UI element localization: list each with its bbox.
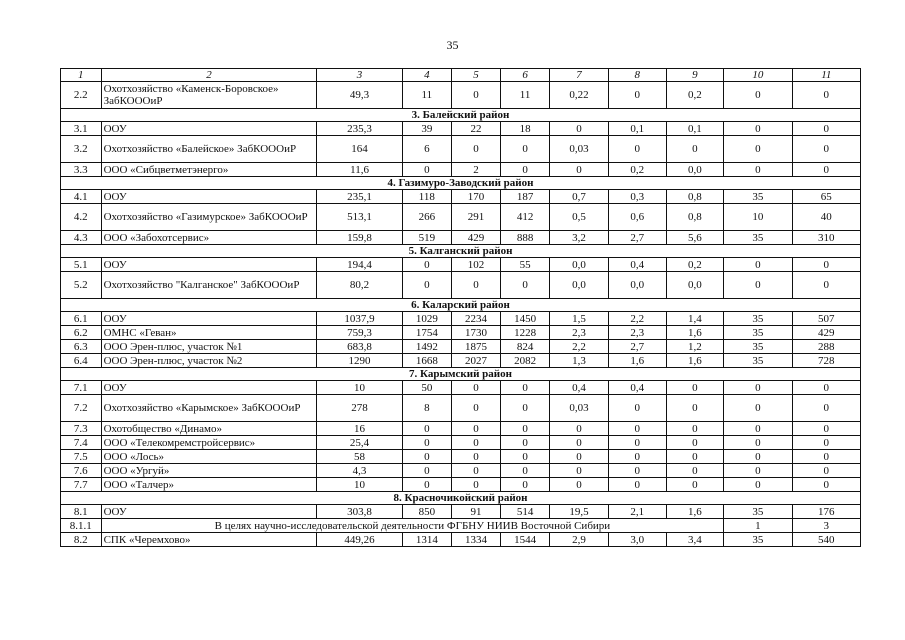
organization-name: ООУ [101, 122, 317, 136]
table-cell: 2,2 [550, 340, 609, 354]
table-cell: 1730 [451, 326, 500, 340]
table-cell: 0 [402, 450, 451, 464]
note-row [61, 519, 861, 533]
row-number: 6.2 [61, 326, 102, 340]
table-cell: 2,7 [608, 231, 666, 245]
column-number-header: 6 [501, 69, 550, 82]
organization-name: ООО «Телекомремстройсервис» [101, 436, 317, 450]
table-cell: 278 [317, 395, 402, 422]
table-cell: 0 [501, 478, 550, 492]
table-cell: 0 [724, 82, 792, 109]
table-cell: 80,2 [317, 272, 402, 299]
table-cell: 683,8 [317, 340, 402, 354]
table-cell: 0 [550, 163, 609, 177]
table-cell: 25,4 [317, 436, 402, 450]
organization-name: ООУ [101, 381, 317, 395]
table-cell: 35 [724, 326, 792, 340]
table-cell: 519 [402, 231, 451, 245]
table-cell: 0 [451, 82, 500, 109]
note-text: В целях научно-исследовательской деятельности ФГБНУ НИИВ Восточной Сибири [101, 519, 724, 533]
table-cell: 65 [792, 190, 860, 204]
table-cell: 0 [792, 422, 860, 436]
row-number: 7.6 [61, 464, 102, 478]
table-cell: 164 [317, 136, 402, 163]
table-cell: 0,22 [550, 82, 609, 109]
table-row [61, 258, 861, 272]
table-cell: 50 [402, 381, 451, 395]
table-cell: 513,1 [317, 204, 402, 231]
organization-name: ООО «Талчер» [101, 478, 317, 492]
table-cell: 11 [402, 82, 451, 109]
table-cell: 0 [666, 464, 724, 478]
column-number-header: 10 [724, 69, 792, 82]
table-row [61, 354, 861, 368]
table-cell: 0 [724, 395, 792, 422]
table-cell: 3 [792, 519, 860, 533]
table-cell: 235,3 [317, 122, 402, 136]
table-row [61, 326, 861, 340]
table-cell: 291 [451, 204, 500, 231]
table-cell: 0 [792, 82, 860, 109]
table-cell: 0 [724, 163, 792, 177]
table-row [61, 190, 861, 204]
table-cell: 507 [792, 312, 860, 326]
row-number: 6.4 [61, 354, 102, 368]
organization-name: ООУ [101, 190, 317, 204]
row-number: 4.1 [61, 190, 102, 204]
table-cell: 10 [724, 204, 792, 231]
row-number: 7.2 [61, 395, 102, 422]
district-title: 6. Каларский район [61, 299, 861, 312]
table-cell: 0 [402, 436, 451, 450]
table-cell: 0,6 [608, 204, 666, 231]
row-number: 7.5 [61, 450, 102, 464]
table-cell: 1492 [402, 340, 451, 354]
table-cell: 759,3 [317, 326, 402, 340]
table-cell: 0,0 [550, 272, 609, 299]
table-cell: 429 [792, 326, 860, 340]
table-cell: 0,1 [666, 122, 724, 136]
table-cell: 19,5 [550, 505, 609, 519]
table-cell: 2234 [451, 312, 500, 326]
table-row [61, 464, 861, 478]
table-cell: 35 [724, 354, 792, 368]
row-number: 7.3 [61, 422, 102, 436]
table-cell: 1,6 [666, 354, 724, 368]
table-cell: 0 [501, 381, 550, 395]
table-cell: 0,03 [550, 395, 609, 422]
table-cell: 850 [402, 505, 451, 519]
page-number: 35 [446, 38, 459, 52]
table-cell: 0 [501, 272, 550, 299]
table-cell: 0,0 [550, 258, 609, 272]
row-number: 3.2 [61, 136, 102, 163]
table-cell: 0 [402, 464, 451, 478]
table-cell: 1029 [402, 312, 451, 326]
table-cell: 0,1 [608, 122, 666, 136]
table-cell: 0 [724, 436, 792, 450]
table-cell: 1668 [402, 354, 451, 368]
organization-name: ООО «Забохотсервис» [101, 231, 317, 245]
table-cell: 0 [451, 395, 500, 422]
table-cell: 514 [501, 505, 550, 519]
table-row [61, 163, 861, 177]
table-cell: 0,2 [666, 82, 724, 109]
table-cell: 2027 [451, 354, 500, 368]
table-cell: 0 [792, 450, 860, 464]
table-cell: 0 [608, 136, 666, 163]
table-cell: 540 [792, 533, 860, 547]
table-cell: 118 [402, 190, 451, 204]
table-cell: 0 [666, 136, 724, 163]
table-cell: 35 [724, 340, 792, 354]
table-cell: 0 [550, 122, 609, 136]
table-cell: 1875 [451, 340, 500, 354]
row-number: 6.1 [61, 312, 102, 326]
table-cell: 0 [501, 136, 550, 163]
table-cell: 824 [501, 340, 550, 354]
table-cell: 176 [792, 505, 860, 519]
table-cell: 0,03 [550, 136, 609, 163]
organization-name: ООО Эрен-плюс, участок №1 [101, 340, 317, 354]
row-number: 5.2 [61, 272, 102, 299]
table-cell: 0 [724, 136, 792, 163]
table-cell: 0 [666, 422, 724, 436]
table-cell: 0 [550, 422, 609, 436]
organization-name: ООО «Сибцветметэнерго» [101, 163, 317, 177]
table-cell: 728 [792, 354, 860, 368]
table-cell: 170 [451, 190, 500, 204]
table-row [61, 340, 861, 354]
table-cell: 0 [792, 381, 860, 395]
table-cell: 0 [501, 395, 550, 422]
table-cell: 35 [724, 505, 792, 519]
table-row [61, 478, 861, 492]
table-cell: 0 [792, 122, 860, 136]
table-cell: 0 [792, 136, 860, 163]
table-cell: 0 [666, 395, 724, 422]
table-row [61, 505, 861, 519]
table-cell: 0 [792, 163, 860, 177]
district-title: 7. Карымский район [61, 368, 861, 381]
column-number-header: 9 [666, 69, 724, 82]
table-cell: 0 [402, 163, 451, 177]
table-cell: 18 [501, 122, 550, 136]
row-number: 8.1.1 [61, 519, 102, 533]
table-row [61, 82, 861, 109]
table-row [61, 450, 861, 464]
column-number-header: 4 [402, 69, 451, 82]
table-cell: 4,3 [317, 464, 402, 478]
table-cell: 35 [724, 231, 792, 245]
table-cell: 1228 [501, 326, 550, 340]
district-section-row [61, 109, 861, 122]
column-number-header: 11 [792, 69, 860, 82]
table-cell: 0,5 [550, 204, 609, 231]
table-cell: 2 [451, 163, 500, 177]
table-cell: 0 [608, 82, 666, 109]
table-cell: 0,0 [608, 272, 666, 299]
table-cell: 0 [501, 450, 550, 464]
table-row [61, 204, 861, 231]
table-cell: 0 [608, 395, 666, 422]
table-cell: 449,26 [317, 533, 402, 547]
table-cell: 888 [501, 231, 550, 245]
table-cell: 6 [402, 136, 451, 163]
table-row [61, 436, 861, 450]
table-cell: 2082 [501, 354, 550, 368]
table-cell: 1450 [501, 312, 550, 326]
table-row [61, 272, 861, 299]
table-cell: 0 [550, 450, 609, 464]
table-cell: 1314 [402, 533, 451, 547]
table-cell: 0 [451, 272, 500, 299]
row-number: 4.3 [61, 231, 102, 245]
table-cell: 1754 [402, 326, 451, 340]
organization-name: Охотобщество «Динамо» [101, 422, 317, 436]
table-cell: 0 [402, 272, 451, 299]
table-cell: 1037,9 [317, 312, 402, 326]
table-cell: 1 [724, 519, 792, 533]
data-table [60, 68, 861, 547]
table-cell: 35 [724, 312, 792, 326]
row-number: 7.4 [61, 436, 102, 450]
organization-name: Охотхозяйство "Калганское" ЗабКОООиР [101, 272, 317, 299]
table-cell: 0 [666, 478, 724, 492]
table-cell: 0 [724, 381, 792, 395]
table-cell: 2,3 [608, 326, 666, 340]
table-cell: 0 [792, 395, 860, 422]
row-number: 2.2 [61, 82, 102, 109]
table-cell: 0,2 [666, 258, 724, 272]
column-number-header: 8 [608, 69, 666, 82]
table-cell: 303,8 [317, 505, 402, 519]
table-cell: 35 [724, 533, 792, 547]
table-cell: 35 [724, 190, 792, 204]
table-cell: 2,2 [608, 312, 666, 326]
table-cell: 0 [608, 422, 666, 436]
table-cell: 39 [402, 122, 451, 136]
table-cell: 0 [608, 478, 666, 492]
table-cell: 8 [402, 395, 451, 422]
table-cell: 412 [501, 204, 550, 231]
table-cell: 0,4 [608, 381, 666, 395]
table-cell: 0 [666, 436, 724, 450]
table-cell: 58 [317, 450, 402, 464]
table-cell: 0,7 [550, 190, 609, 204]
table-cell: 16 [317, 422, 402, 436]
table-cell: 0 [608, 464, 666, 478]
table-cell: 235,1 [317, 190, 402, 204]
table-cell: 0,4 [608, 258, 666, 272]
table-cell: 310 [792, 231, 860, 245]
column-number-header: 7 [550, 69, 609, 82]
row-number: 3.3 [61, 163, 102, 177]
district-section-row [61, 299, 861, 312]
table-cell: 2,3 [550, 326, 609, 340]
table-row [61, 395, 861, 422]
table-cell: 0 [501, 464, 550, 478]
table-cell: 2,9 [550, 533, 609, 547]
organization-name: Охотхозяйство «Газимурское» ЗабКОООиР [101, 204, 317, 231]
table-cell: 5,6 [666, 231, 724, 245]
organization-name: Охотхозяйство «Балейское» ЗабКОООиР [101, 136, 317, 163]
column-number-header: 2 [101, 69, 317, 82]
table-cell: 1,6 [666, 326, 724, 340]
organization-name: ООУ [101, 258, 317, 272]
table-cell: 187 [501, 190, 550, 204]
organization-name: Охотхозяйство «Карымское» ЗабКОООиР [101, 395, 317, 422]
table-cell: 0 [451, 464, 500, 478]
table-cell: 194,4 [317, 258, 402, 272]
table-cell: 0,8 [666, 190, 724, 204]
table-cell: 0 [792, 464, 860, 478]
row-number: 8.1 [61, 505, 102, 519]
table-cell: 266 [402, 204, 451, 231]
table-cell: 11 [501, 82, 550, 109]
table-cell: 0 [550, 436, 609, 450]
table-cell: 0,4 [550, 381, 609, 395]
row-number: 5.1 [61, 258, 102, 272]
table-cell: 0 [451, 422, 500, 436]
table-cell: 0 [402, 258, 451, 272]
table-cell: 1334 [451, 533, 500, 547]
row-number: 7.1 [61, 381, 102, 395]
table-row [61, 312, 861, 326]
table-cell: 0 [550, 478, 609, 492]
table-cell: 0 [724, 422, 792, 436]
district-section-row [61, 177, 861, 190]
district-title: 3. Балейский район [61, 109, 861, 122]
table-cell: 1,2 [666, 340, 724, 354]
table-cell: 0 [724, 258, 792, 272]
table-row [61, 533, 861, 547]
table-cell: 159,8 [317, 231, 402, 245]
district-section-row [61, 368, 861, 381]
table-cell: 55 [501, 258, 550, 272]
organization-name: ОМНС «Геван» [101, 326, 317, 340]
table-header-row [61, 69, 861, 82]
district-title: 4. Газимуро-Заводский район [61, 177, 861, 190]
table-cell: 3,2 [550, 231, 609, 245]
table-cell: 1,6 [608, 354, 666, 368]
table-body [61, 69, 861, 547]
table-cell: 10 [317, 381, 402, 395]
table-cell: 2,7 [608, 340, 666, 354]
row-number: 7.7 [61, 478, 102, 492]
organization-name: ООО «Ургуй» [101, 464, 317, 478]
row-number: 6.3 [61, 340, 102, 354]
organization-name: ООО Эрен-плюс, участок №2 [101, 354, 317, 368]
table-cell: 0 [724, 272, 792, 299]
table-cell: 0 [451, 136, 500, 163]
table-cell: 1,5 [550, 312, 609, 326]
table-cell: 0 [451, 436, 500, 450]
column-number-header: 3 [317, 69, 402, 82]
table-row [61, 422, 861, 436]
table-cell: 0,8 [666, 204, 724, 231]
table-cell: 0 [451, 381, 500, 395]
table-cell: 0 [666, 450, 724, 464]
table-cell: 91 [451, 505, 500, 519]
table-cell: 10 [317, 478, 402, 492]
table-cell: 102 [451, 258, 500, 272]
table-cell: 0 [792, 478, 860, 492]
column-number-header: 1 [61, 69, 102, 82]
table-cell: 0 [451, 478, 500, 492]
table-cell: 0 [724, 450, 792, 464]
table-cell: 0 [724, 464, 792, 478]
table-cell: 0 [724, 478, 792, 492]
table-cell: 0 [402, 422, 451, 436]
organization-name: ООУ [101, 505, 317, 519]
table-cell: 2,1 [608, 505, 666, 519]
table-row [61, 231, 861, 245]
table-row [61, 381, 861, 395]
table-cell: 1544 [501, 533, 550, 547]
organization-name: СПК «Черемхово» [101, 533, 317, 547]
table-cell: 0 [608, 436, 666, 450]
table-cell: 0,0 [666, 272, 724, 299]
table-cell: 3,4 [666, 533, 724, 547]
table-cell: 0 [501, 422, 550, 436]
row-number: 3.1 [61, 122, 102, 136]
table-cell: 0,2 [608, 163, 666, 177]
table-cell: 0 [792, 272, 860, 299]
table-cell: 0 [402, 478, 451, 492]
table-row [61, 136, 861, 163]
column-number-header: 5 [451, 69, 500, 82]
table-cell: 1,6 [666, 505, 724, 519]
district-section-row [61, 492, 861, 505]
organization-name: ООО «Лось» [101, 450, 317, 464]
table-cell: 49,3 [317, 82, 402, 109]
table-cell: 0,3 [608, 190, 666, 204]
organization-name: ООУ [101, 312, 317, 326]
table-cell: 0,0 [666, 163, 724, 177]
table-cell: 1,4 [666, 312, 724, 326]
district-title: 5. Калганский район [61, 245, 861, 258]
table-cell: 0 [501, 163, 550, 177]
table-cell: 429 [451, 231, 500, 245]
table-cell: 0 [608, 450, 666, 464]
table-cell: 11,6 [317, 163, 402, 177]
table-cell: 0 [501, 436, 550, 450]
table-cell: 22 [451, 122, 500, 136]
table-cell: 0 [550, 464, 609, 478]
table-cell: 1290 [317, 354, 402, 368]
table-cell: 0 [792, 258, 860, 272]
table-cell: 0 [451, 450, 500, 464]
organization-name: Охотхозяйство «Каменск-Боровское» ЗабКОООиР [101, 82, 317, 109]
table-cell: 1,3 [550, 354, 609, 368]
table-cell: 3,0 [608, 533, 666, 547]
row-number: 8.2 [61, 533, 102, 547]
district-title: 8. Красночикойский район [61, 492, 861, 505]
table-cell: 0 [792, 436, 860, 450]
table-cell: 40 [792, 204, 860, 231]
table-row [61, 122, 861, 136]
table-cell: 0 [666, 381, 724, 395]
district-section-row [61, 245, 861, 258]
table-cell: 0 [724, 122, 792, 136]
row-number: 4.2 [61, 204, 102, 231]
table-cell: 288 [792, 340, 860, 354]
